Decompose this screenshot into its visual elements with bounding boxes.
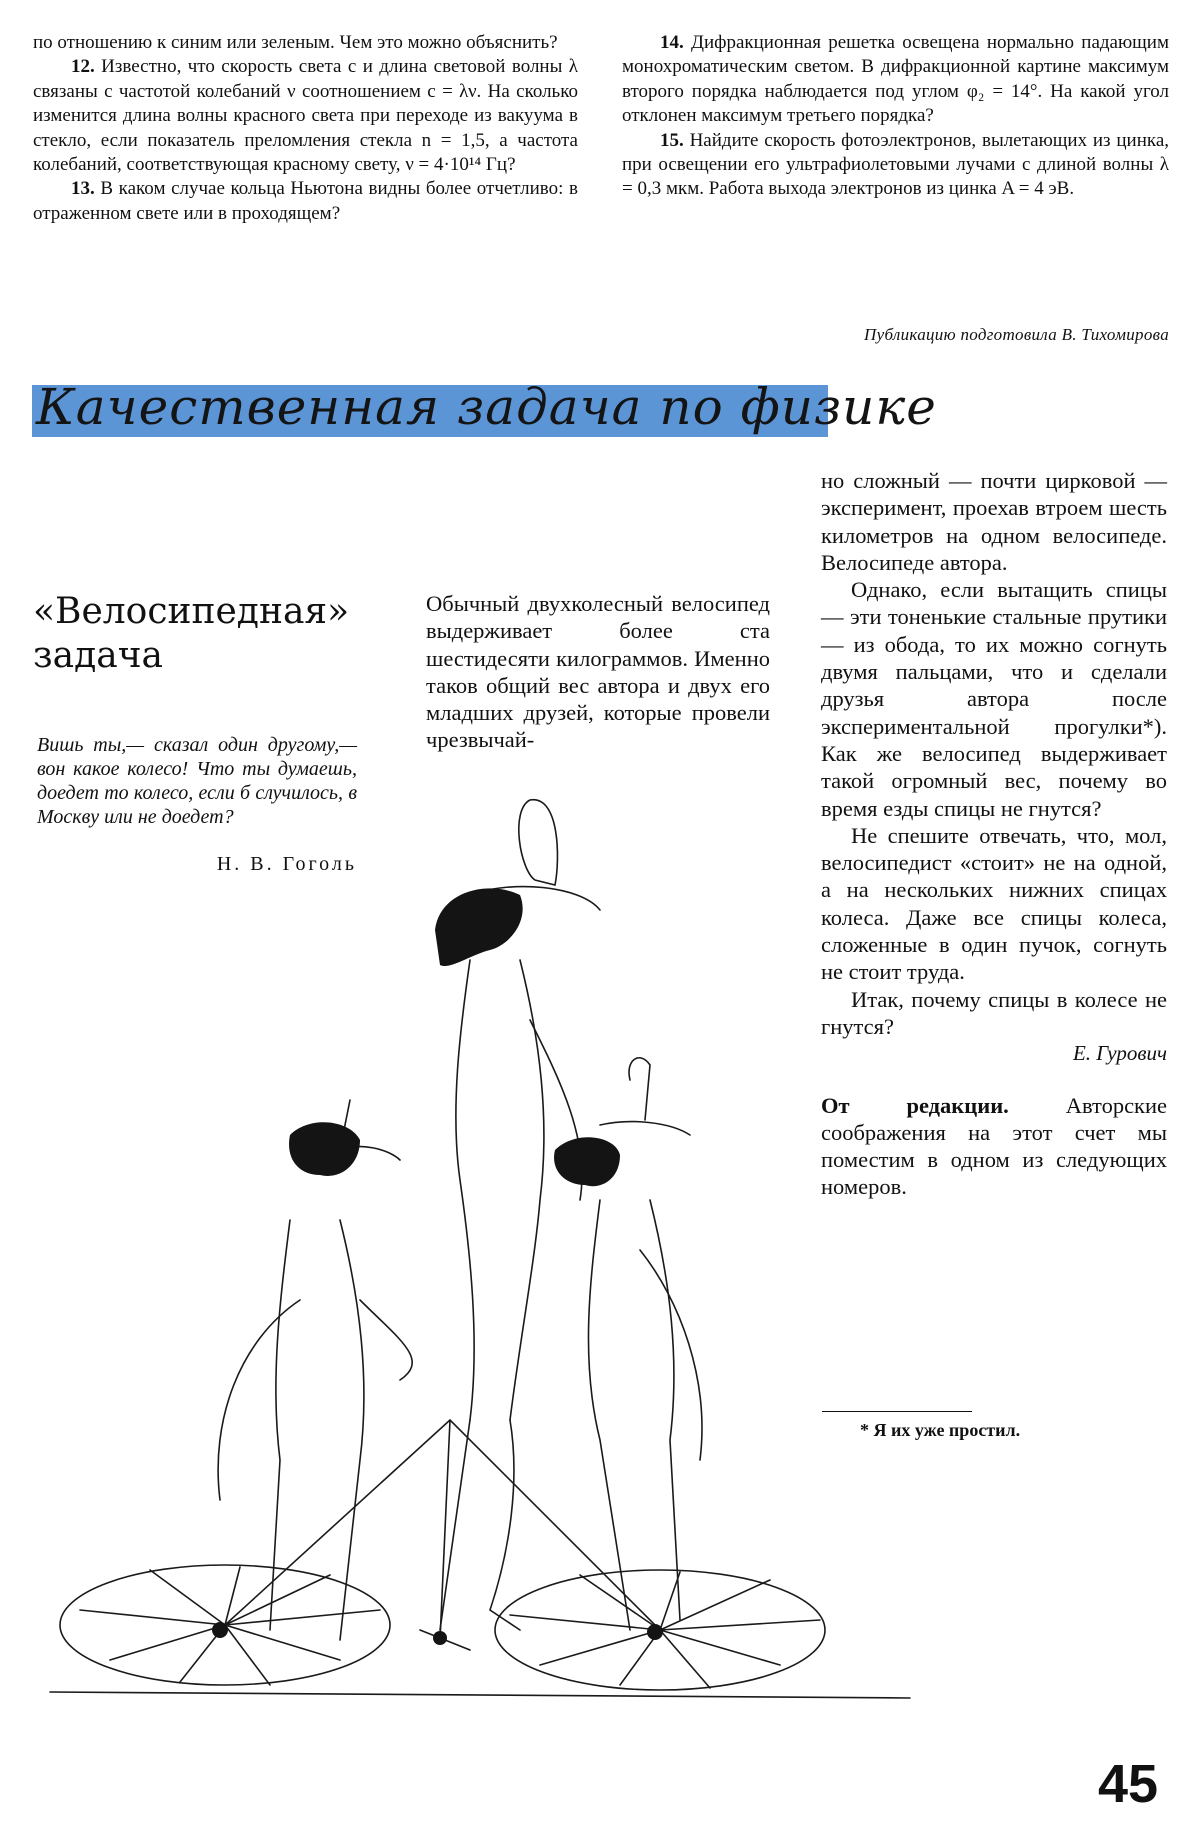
problem-12 xyxy=(33,55,578,177)
problem-15-number: 15. xyxy=(660,129,684,151)
problem-14-text: Дифракционная решетка освещена нормально падающим монохроматическим светом. В дифракционной картине максимум второго порядка наблюдается под углом φ₂ = 14°. На какой угол отклонен максимум третьего порядка? xyxy=(622,32,1169,127)
right-paragraph-3: Не спешите отвечать, что, мол, велосипедист «стоит» не на одной, а на нескольких нижних спицах колеса. Даже все спицы колеса, сложенные в один пучок, согнуть не стоит труда. xyxy=(821,822,1167,985)
editorial-text: Авторские соображения на этот счет мы поместим в одном из следующих номеров. xyxy=(821,1092,1168,1200)
right-paragraph-1: но сложный — почти цирковой — эксперимент, проехав втроем шесть километров на одном велосипеде. Велосипеде автора. xyxy=(821,468,1167,575)
middle-column xyxy=(426,590,770,754)
editorial-label: От редакции. xyxy=(821,1092,1009,1118)
middle-paragraph: Обычный двухколесный велосипед выдерживает более ста шестидесяти килограммов. Именно таков общий вес автора и двух его младших друзей, которые провели чрезвычай- xyxy=(426,591,770,753)
right-paragraph-2: Однако, если вытащить спицы — эти тоненькие стальные прутики — из обода, то их можно согнуть двумя пальцами, что и сделали друзья автора после экспериментальной прогулки*). Как же велосипед выдерживает такой огромный вес, почему во время езды спицы не гнутся? xyxy=(821,577,1167,821)
top-right-column xyxy=(622,31,1169,202)
problem-12-text: Известно, что скорость света c и длина световой волны λ связаны с частотой колебаний ν соотношением c = λν. На сколько изменится длина волны красного света при переходе из вакуума в стекло, если показатель преломления стекла n = 1,5, а частота колебаний, соответствующая красному свету, ν = 4·10¹⁴ Гц? xyxy=(33,56,578,176)
problem-14-number: 14. xyxy=(660,32,684,53)
section-banner-title: Качественная задача по физике xyxy=(36,378,937,436)
problem-14 xyxy=(622,31,1169,129)
page-number: 45 xyxy=(1098,1754,1159,1814)
problem-13-number: 13. xyxy=(71,178,95,200)
problem-15 xyxy=(622,129,1169,202)
problem-13 xyxy=(33,177,578,226)
top-left-column xyxy=(33,31,578,226)
problem-13-text: В каком случае кольца Ньютона видны более отчетливо: в отраженном свете или в проходящем? xyxy=(33,178,578,224)
article-author: Е. Гурович xyxy=(1072,1041,1167,1066)
paragraph-cont: по отношению к синим или зеленым. Чем это можно объяснить? xyxy=(33,32,558,53)
publication-signature: Публикацию подготовила В. Тихомирова xyxy=(864,325,1169,344)
bicycle-illustration xyxy=(40,780,920,1710)
article-title: «Велосипедная» задача xyxy=(33,591,350,676)
problem-12-number: 12. xyxy=(71,56,95,78)
problem-15-text: Найдите скорость фотоэлектронов, вылетающих из цинка, при освещении его ультрафиолетовыми лучами с длиной волны λ = 0,3 мкм. Работа выхода электронов из цинка A = 4 эВ. xyxy=(622,129,1170,200)
epigraph: Вишь ты,— сказал один другому,— вон какое колесо! Что ты думаешь, доедет то колесо, если б случилось, в Москву или не доедет? xyxy=(37,734,357,828)
epigraph-author: Н. В. Гоголь xyxy=(216,853,357,875)
footnote: * Я их уже простил. xyxy=(860,1420,1021,1440)
right-paragraph-4: Итак, почему спицы в колесе не гнутся? xyxy=(821,986,1167,1039)
